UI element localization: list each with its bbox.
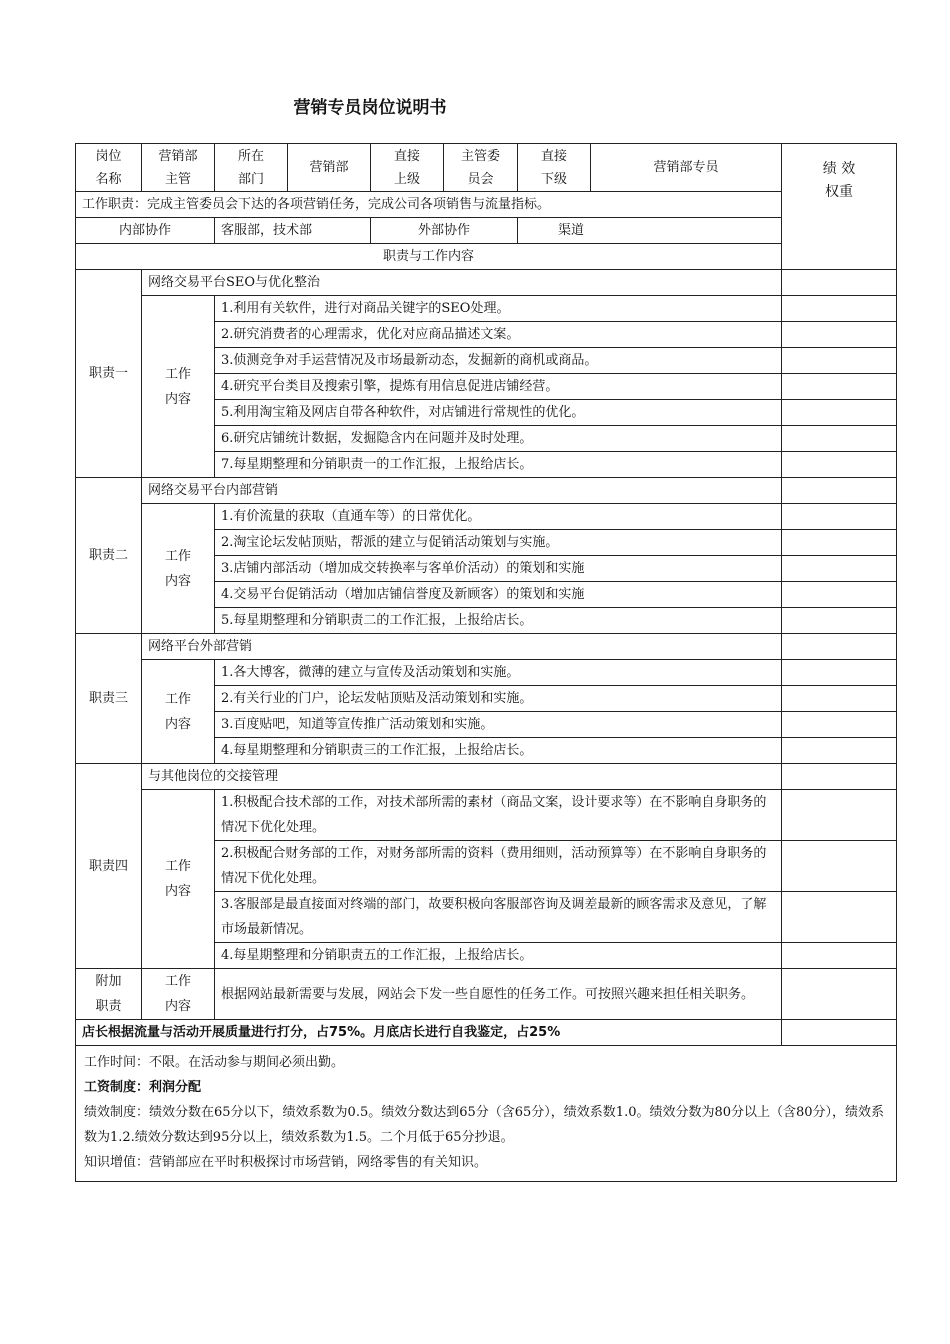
duty-item: 3.店铺内部活动（增加成交转换率与客单价活动）的策划和实施	[215, 556, 782, 582]
weight-cell	[782, 634, 897, 660]
duty-item: 4.每星期整理和分销职责五的工作汇报，上报给店长。	[215, 943, 782, 969]
work-content-label: 工作 内容	[142, 790, 215, 969]
duty-item: 2.积极配合财务部的工作，对财务部所需的资料（费用细则，活动预算等）在不影响自身职务的情况下优化处理。	[215, 841, 782, 892]
weight-cell	[782, 426, 897, 452]
duty-summary-row	[76, 192, 897, 218]
duty-topic-row	[76, 634, 897, 660]
weight-cell	[782, 400, 897, 426]
dept-label: 所在 部门	[215, 144, 288, 192]
weight-cell	[782, 582, 897, 608]
extra-duty-name: 附加 职责	[76, 969, 142, 1020]
superior-label: 直接 上级	[371, 144, 444, 192]
work-time-note: 工作时间：不限。在活动参与期间必须出勤。	[84, 1055, 345, 1070]
scoring-row	[76, 1020, 897, 1046]
duty-item: 3.侦测竞争对手运营情况及市场最新动态，发掘新的商机或商品。	[215, 348, 782, 374]
internal-collab-value: 客服部，技术部	[215, 218, 371, 244]
duty-item: 3.百度贴吧，知道等宣传推广活动策划和实施。	[215, 712, 782, 738]
weight-label: 绩 效 权重	[782, 144, 897, 270]
duty-topic: 与其他岗位的交接管理	[142, 764, 782, 790]
section-title-row	[76, 244, 897, 270]
weight-cell	[782, 608, 897, 634]
duty-topic-row	[76, 270, 897, 296]
duty-item: 6.研究店铺统计数据，发掘隐含内在问题并及时处理。	[215, 426, 782, 452]
weight-cell	[782, 712, 897, 738]
weight-cell	[782, 374, 897, 400]
duty-item: 1.有价流量的获取（直通车等）的日常优化。	[215, 504, 782, 530]
duty-topic: 网络交易平台SEO与优化整治	[142, 270, 782, 296]
weight-cell	[782, 660, 897, 686]
duty-name: 职责四	[76, 764, 142, 969]
header-row	[76, 144, 897, 192]
duty-item: 5.利用淘宝箱及网店自带各种软件，对店铺进行常规性的优化。	[215, 400, 782, 426]
weight-cell	[782, 1020, 897, 1046]
weight-cell	[782, 892, 897, 943]
performance-note: 绩效制度：绩效分数在65分以下，绩效系数为0.5。绩效分数达到65分（含65分），绩效系数1.0。绩效分数为80分以上（含80分），绩效系数为1.2.绩效分数达到95分以上，绩效系数为1.5。二个月低于65分抄退。	[84, 1105, 885, 1145]
work-content-label: 工作 内容	[142, 969, 215, 1020]
job-description-table	[75, 143, 897, 1182]
weight-cell	[782, 270, 897, 296]
dept-value: 营销部	[288, 144, 371, 192]
subordinate-value: 营销部专员	[591, 144, 782, 192]
weight-cell	[782, 348, 897, 374]
weight-cell	[782, 452, 897, 478]
knowledge-note: 知识增值：营销部应在平时积极探讨市场营销，网络零售的有关知识。	[84, 1155, 488, 1170]
weight-cell	[782, 686, 897, 712]
duty-topic-row	[76, 478, 897, 504]
weight-cell	[782, 530, 897, 556]
duty-item: 4.每星期整理和分销职责三的工作汇报，上报给店长。	[215, 738, 782, 764]
weight-cell	[782, 296, 897, 322]
duty-item: 2.淘宝论坛发帖顶贴，帮派的建立与促销活动策划与实施。	[215, 530, 782, 556]
external-collab-label: 外部协作	[371, 218, 518, 244]
work-content-label: 工作 内容	[142, 660, 215, 764]
internal-collab-label: 内部协作	[76, 218, 215, 244]
duty-name: 职责二	[76, 478, 142, 634]
weight-cell	[782, 790, 897, 841]
duty-topic: 网络平台外部营销	[142, 634, 782, 660]
duty-topic: 网络交易平台内部营销	[142, 478, 782, 504]
duty-item: 1.利用有关软件，进行对商品关键字的SEO处理。	[215, 296, 782, 322]
notes-row	[76, 1046, 897, 1182]
weight-cell	[782, 841, 897, 892]
duty-summary: 工作职责：完成主管委员会下达的各项营销任务，完成公司各项销售与流量指标。	[76, 192, 782, 218]
salary-note: 工资制度：利润分配	[84, 1080, 202, 1095]
duty-name: 职责一	[76, 270, 142, 478]
duty-item: 2.有关行业的门户，论坛发帖顶贴及活动策划和实施。	[215, 686, 782, 712]
duty-item: 5.每星期整理和分销职责二的工作汇报，上报给店长。	[215, 608, 782, 634]
post-label: 岗位 名称	[76, 144, 142, 192]
duty-name: 职责三	[76, 634, 142, 764]
weight-cell	[782, 556, 897, 582]
notes-cell	[76, 1046, 897, 1182]
scoring-text: 店长根据流量与活动开展质量进行打分，占75%。月底店长进行自我鉴定，占25%	[76, 1020, 782, 1046]
weight-cell	[782, 738, 897, 764]
weight-cell	[782, 478, 897, 504]
weight-cell	[782, 764, 897, 790]
collab-row	[76, 218, 897, 244]
work-content-label: 工作 内容	[142, 504, 215, 634]
duty-item: 4.交易平台促销活动（增加店铺信誉度及新顾客）的策划和实施	[215, 582, 782, 608]
subordinate-label: 直接 下级	[518, 144, 591, 192]
weight-cell	[782, 504, 897, 530]
page-title: 营销专员岗位说明书	[293, 98, 447, 118]
external-collab-value: 渠道	[518, 218, 782, 244]
post-value: 营销部 主管	[142, 144, 215, 192]
duty-item: 1.积极配合技术部的工作，对技术部所需的素材（商品文案，设计要求等）在不影响自身职务的情况下优化处理。	[215, 790, 782, 841]
superior-value: 主管委 员会	[444, 144, 518, 192]
extra-duty-text: 根据网站最新需要与发展，网站会下发一些自愿性的任务工作。可按照兴趣来担任相关职务。	[215, 969, 782, 1020]
extra-duty-row	[76, 969, 897, 1020]
duty-item: 4.研究平台类目及搜索引擎，提炼有用信息促进店铺经营。	[215, 374, 782, 400]
duty-topic-row	[76, 764, 897, 790]
duty-item: 3.客服部是最直接面对终端的部门，故要积极向客服部咨询及调差最新的顾客需求及意见，了解市场最新情况。	[215, 892, 782, 943]
duty-item: 2.研究消费者的心理需求，优化对应商品描述文案。	[215, 322, 782, 348]
weight-cell	[782, 943, 897, 969]
duty-item-row	[76, 296, 897, 322]
duty-item: 7.每星期整理和分销职责一的工作汇报，上报给店长。	[215, 452, 782, 478]
section-title: 职责与工作内容	[76, 244, 782, 270]
duty-item: 1.各大博客，微薄的建立与宣传及活动策划和实施。	[215, 660, 782, 686]
work-content-label: 工作 内容	[142, 296, 215, 478]
weight-cell	[782, 322, 897, 348]
weight-cell	[782, 969, 897, 1020]
